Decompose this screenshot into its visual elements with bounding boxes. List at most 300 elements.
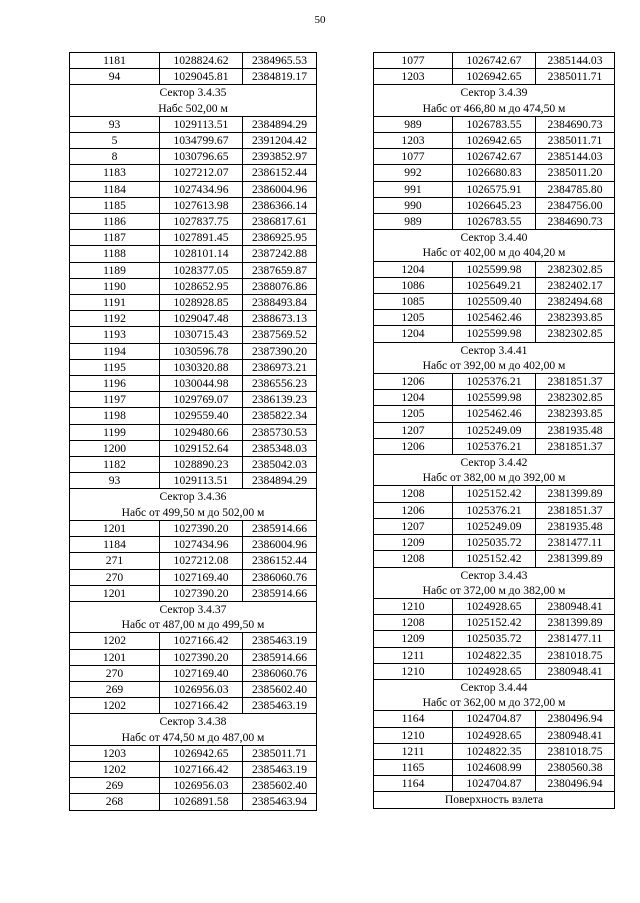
y-coordinate-cell: 2382402.17: [536, 277, 615, 293]
x-coordinate-cell: 1029113.51: [160, 116, 243, 132]
coordinate-row: [374, 615, 615, 631]
y-coordinate-cell: 2386973.21: [243, 359, 317, 375]
point-number-cell: 1193: [70, 327, 160, 343]
y-coordinate-cell: 2384690.73: [536, 116, 615, 132]
y-coordinate-cell: 2386004.96: [243, 537, 317, 553]
point-number-cell: 1202: [70, 633, 160, 649]
coordinate-row: [70, 585, 317, 601]
sector-height-range: Набс от 487,00 м до 499,50 м: [70, 617, 317, 633]
coordinate-row: [70, 149, 317, 165]
y-coordinate-cell: 2381399.89: [536, 486, 615, 502]
coordinate-row: [374, 743, 615, 759]
coordinate-row: [374, 535, 615, 551]
coordinate-row: [70, 553, 317, 569]
x-coordinate-cell: 1034799.67: [160, 133, 243, 149]
sector-height-row: [374, 101, 615, 117]
y-coordinate-cell: 2385463.19: [243, 698, 317, 714]
point-number-cell: 1203: [374, 133, 453, 149]
coordinate-row: [70, 53, 317, 69]
left-coordinates-table: [69, 52, 317, 811]
y-coordinate-cell: 2385463.19: [243, 761, 317, 777]
x-coordinate-cell: 1026942.65: [453, 133, 536, 149]
right-table-body: [374, 53, 615, 809]
point-number-cell: 1165: [374, 759, 453, 775]
x-coordinate-cell: 1027434.96: [160, 537, 243, 553]
coordinate-row: [70, 457, 317, 473]
x-coordinate-cell: 1025462.46: [453, 406, 536, 422]
point-number-cell: 1181: [70, 53, 160, 69]
x-coordinate-cell: 1025376.21: [453, 374, 536, 390]
sector-title-row: [374, 455, 615, 471]
point-number-cell: 269: [70, 778, 160, 794]
coordinate-row: [70, 633, 317, 649]
point-number-cell: 93: [70, 473, 160, 489]
coordinate-row: [70, 408, 317, 424]
point-number-cell: 1199: [70, 424, 160, 440]
y-coordinate-cell: 2380948.41: [536, 727, 615, 743]
y-coordinate-cell: 2381851.37: [536, 438, 615, 454]
point-number-cell: 1201: [70, 520, 160, 536]
point-number-cell: 1190: [70, 278, 160, 294]
y-coordinate-cell: 2384894.29: [243, 116, 317, 132]
point-number-cell: 1207: [374, 422, 453, 438]
sector-height-range: Набс от 382,00 м до 392,00 м: [374, 470, 615, 486]
y-coordinate-cell: 2384690.73: [536, 214, 615, 230]
coordinate-row: [374, 310, 615, 326]
point-number-cell: 1188: [70, 246, 160, 262]
coordinate-row: [70, 569, 317, 585]
coordinate-row: [374, 647, 615, 663]
right-coordinates-table: [373, 52, 615, 809]
point-number-cell: 1205: [374, 310, 453, 326]
coordinate-row: [70, 520, 317, 536]
x-coordinate-cell: 1024822.35: [453, 647, 536, 663]
point-number-cell: 989: [374, 116, 453, 132]
sector-title-row: [374, 230, 615, 246]
point-number-cell: 1207: [374, 518, 453, 534]
y-coordinate-cell: 2382494.68: [536, 294, 615, 310]
y-coordinate-cell: 2387659.87: [243, 262, 317, 278]
y-coordinate-cell: 2381935.48: [536, 422, 615, 438]
point-number-cell: 270: [70, 665, 160, 681]
coordinate-row: [70, 473, 317, 489]
x-coordinate-cell: 1027613.98: [160, 197, 243, 213]
point-number-cell: 1086: [374, 277, 453, 293]
point-number-cell: 1209: [374, 535, 453, 551]
sector-title-row: [374, 342, 615, 358]
x-coordinate-cell: 1025509.40: [453, 294, 536, 310]
point-number-cell: 269: [70, 681, 160, 697]
coordinate-row: [374, 711, 615, 727]
point-number-cell: 93: [70, 116, 160, 132]
section-heading: Поверхность взлета: [374, 792, 615, 808]
y-coordinate-cell: 2380496.94: [536, 776, 615, 792]
coordinate-row: [70, 343, 317, 359]
point-number-cell: 990: [374, 197, 453, 213]
coordinate-row: [70, 181, 317, 197]
y-coordinate-cell: 2387569.52: [243, 327, 317, 343]
x-coordinate-cell: 1024928.65: [453, 663, 536, 679]
y-coordinate-cell: 2382302.85: [536, 326, 615, 342]
point-number-cell: 270: [70, 569, 160, 585]
y-coordinate-cell: 2386817.61: [243, 214, 317, 230]
y-coordinate-cell: 2385042.03: [243, 457, 317, 473]
x-coordinate-cell: 1030596.78: [160, 343, 243, 359]
x-coordinate-cell: 1029480.66: [160, 424, 243, 440]
coordinate-row: [70, 165, 317, 181]
y-coordinate-cell: 2385144.03: [536, 149, 615, 165]
y-coordinate-cell: 2388493.84: [243, 295, 317, 311]
x-coordinate-cell: 1025152.42: [453, 615, 536, 631]
y-coordinate-cell: 2385602.40: [243, 778, 317, 794]
y-coordinate-cell: 2382393.85: [536, 310, 615, 326]
y-coordinate-cell: 2386060.76: [243, 569, 317, 585]
sector-title-row: [374, 567, 615, 583]
sector-title-row: [374, 679, 615, 695]
x-coordinate-cell: 1025376.21: [453, 502, 536, 518]
x-coordinate-cell: 1026956.03: [160, 778, 243, 794]
coordinate-row: [70, 116, 317, 132]
point-number-cell: 1208: [374, 551, 453, 567]
x-coordinate-cell: 1027169.40: [160, 569, 243, 585]
point-number-cell: 1182: [70, 457, 160, 473]
x-coordinate-cell: 1026891.58: [160, 794, 243, 810]
point-number-cell: 1195: [70, 359, 160, 375]
x-coordinate-cell: 1027169.40: [160, 665, 243, 681]
y-coordinate-cell: 2391204.42: [243, 133, 317, 149]
x-coordinate-cell: 1027166.42: [160, 761, 243, 777]
x-coordinate-cell: 1027891.45: [160, 230, 243, 246]
coordinate-row: [374, 663, 615, 679]
y-coordinate-cell: 2381477.11: [536, 535, 615, 551]
sector-height-range: Набс от 402,00 м до 404,20 м: [374, 245, 615, 261]
coordinate-row: [70, 246, 317, 262]
coordinate-row: [70, 311, 317, 327]
x-coordinate-cell: 1026783.55: [453, 116, 536, 132]
x-coordinate-cell: 1029047.48: [160, 311, 243, 327]
sector-height-row: [374, 695, 615, 711]
coordinate-row: [374, 294, 615, 310]
x-coordinate-cell: 1030044.98: [160, 376, 243, 392]
point-number-cell: 1208: [374, 615, 453, 631]
sector-height-row: [70, 730, 317, 746]
x-coordinate-cell: 1025599.98: [453, 390, 536, 406]
y-coordinate-cell: 2384894.29: [243, 473, 317, 489]
point-number-cell: 1164: [374, 711, 453, 727]
coordinate-row: [374, 165, 615, 181]
point-number-cell: 1208: [374, 486, 453, 502]
sector-title-row: [374, 85, 615, 101]
y-coordinate-cell: 2393852.97: [243, 149, 317, 165]
page-number: 50: [314, 14, 326, 26]
y-coordinate-cell: 2385914.66: [243, 585, 317, 601]
coordinate-row: [374, 326, 615, 342]
point-number-cell: 94: [70, 69, 160, 85]
y-coordinate-cell: 2385011.71: [243, 745, 317, 761]
point-number-cell: 1187: [70, 230, 160, 246]
section-heading-row: [374, 792, 615, 808]
x-coordinate-cell: 1024608.99: [453, 759, 536, 775]
sector-title: Сектор 3.4.36: [70, 489, 317, 505]
x-coordinate-cell: 1027434.96: [160, 181, 243, 197]
x-coordinate-cell: 1025649.21: [453, 277, 536, 293]
y-coordinate-cell: 2388673.13: [243, 311, 317, 327]
y-coordinate-cell: 2385144.03: [536, 53, 615, 69]
coordinate-row: [70, 649, 317, 665]
coordinate-row: [70, 262, 317, 278]
y-coordinate-cell: 2385463.94: [243, 794, 317, 810]
sector-height-range: Набс от 392,00 м до 402,00 м: [374, 358, 615, 374]
x-coordinate-cell: 1025152.42: [453, 551, 536, 567]
sector-title: Сектор 3.4.38: [70, 714, 317, 730]
x-coordinate-cell: 1029113.51: [160, 473, 243, 489]
y-coordinate-cell: 2384819.17: [243, 69, 317, 85]
x-coordinate-cell: 1025599.98: [453, 326, 536, 342]
sector-height-row: [374, 245, 615, 261]
sector-title-row: [70, 85, 317, 101]
x-coordinate-cell: 1028101.14: [160, 246, 243, 262]
y-coordinate-cell: 2381851.37: [536, 374, 615, 390]
y-coordinate-cell: 2382302.85: [536, 390, 615, 406]
x-coordinate-cell: 1029045.81: [160, 69, 243, 85]
sector-title-row: [70, 489, 317, 505]
coordinate-row: [374, 502, 615, 518]
coordinate-row: [70, 537, 317, 553]
x-coordinate-cell: 1025599.98: [453, 261, 536, 277]
coordinate-row: [70, 133, 317, 149]
y-coordinate-cell: 2382393.85: [536, 406, 615, 422]
point-number-cell: 1194: [70, 343, 160, 359]
y-coordinate-cell: 2382302.85: [536, 261, 615, 277]
coordinate-row: [70, 327, 317, 343]
sector-title-row: [70, 601, 317, 617]
coordinate-row: [374, 116, 615, 132]
x-coordinate-cell: 1026742.67: [453, 53, 536, 69]
point-number-cell: 992: [374, 165, 453, 181]
coordinate-row: [70, 295, 317, 311]
x-coordinate-cell: 1028928.85: [160, 295, 243, 311]
coordinate-row: [70, 214, 317, 230]
coordinate-row: [70, 376, 317, 392]
x-coordinate-cell: 1030715.43: [160, 327, 243, 343]
point-number-cell: 1164: [374, 776, 453, 792]
x-coordinate-cell: 1026783.55: [453, 214, 536, 230]
coordinate-row: [70, 665, 317, 681]
x-coordinate-cell: 1027212.07: [160, 165, 243, 181]
y-coordinate-cell: 2380948.41: [536, 598, 615, 614]
coordinate-row: [374, 197, 615, 213]
point-number-cell: 1077: [374, 149, 453, 165]
y-coordinate-cell: 2381399.89: [536, 615, 615, 631]
point-number-cell: 1185: [70, 197, 160, 213]
x-coordinate-cell: 1028377.05: [160, 262, 243, 278]
coordinate-row: [70, 424, 317, 440]
point-number-cell: 1211: [374, 743, 453, 759]
x-coordinate-cell: 1027166.42: [160, 633, 243, 649]
y-coordinate-cell: 2385730.53: [243, 424, 317, 440]
point-number-cell: 1184: [70, 181, 160, 197]
point-number-cell: 1198: [70, 408, 160, 424]
sector-title: Сектор 3.4.39: [374, 85, 615, 101]
coordinate-row: [374, 438, 615, 454]
x-coordinate-cell: 1028824.62: [160, 53, 243, 69]
point-number-cell: 1191: [70, 295, 160, 311]
point-number-cell: 1210: [374, 663, 453, 679]
y-coordinate-cell: 2388076.86: [243, 278, 317, 294]
coordinate-row: [374, 598, 615, 614]
y-coordinate-cell: 2387390.20: [243, 343, 317, 359]
coordinate-row: [374, 149, 615, 165]
x-coordinate-cell: 1029152.64: [160, 440, 243, 456]
coordinate-row: [374, 214, 615, 230]
point-number-cell: 1206: [374, 502, 453, 518]
sector-height-range: Набс от 474,50 м до 487,00 м: [70, 730, 317, 746]
coordinate-row: [70, 681, 317, 697]
sector-title: Сектор 3.4.40: [374, 230, 615, 246]
x-coordinate-cell: 1029559.40: [160, 408, 243, 424]
y-coordinate-cell: 2381018.75: [536, 647, 615, 663]
sector-title: Сектор 3.4.35: [70, 85, 317, 101]
sector-title: Сектор 3.4.43: [374, 567, 615, 583]
x-coordinate-cell: 1024928.65: [453, 598, 536, 614]
coordinate-row: [374, 406, 615, 422]
y-coordinate-cell: 2384965.53: [243, 53, 317, 69]
point-number-cell: 1202: [70, 761, 160, 777]
sector-title-row: [70, 714, 317, 730]
point-number-cell: 1201: [70, 585, 160, 601]
point-number-cell: 1203: [70, 745, 160, 761]
coordinate-row: [374, 390, 615, 406]
coordinate-row: [70, 197, 317, 213]
point-number-cell: 1183: [70, 165, 160, 181]
x-coordinate-cell: 1027390.20: [160, 585, 243, 601]
y-coordinate-cell: 2385914.66: [243, 649, 317, 665]
coordinate-row: [70, 69, 317, 85]
sector-height-row: [70, 505, 317, 521]
x-coordinate-cell: 1027390.20: [160, 520, 243, 536]
point-number-cell: 1210: [374, 598, 453, 614]
point-number-cell: 1085: [374, 294, 453, 310]
x-coordinate-cell: 1025376.21: [453, 438, 536, 454]
sector-height-row: [374, 470, 615, 486]
coordinate-row: [374, 374, 615, 390]
y-coordinate-cell: 2385348.03: [243, 440, 317, 456]
coordinate-row: [70, 440, 317, 456]
x-coordinate-cell: 1030320.88: [160, 359, 243, 375]
point-number-cell: 1197: [70, 392, 160, 408]
point-number-cell: 1184: [70, 537, 160, 553]
point-number-cell: 1205: [374, 406, 453, 422]
point-number-cell: 1206: [374, 438, 453, 454]
y-coordinate-cell: 2385602.40: [243, 681, 317, 697]
point-number-cell: 1210: [374, 727, 453, 743]
y-coordinate-cell: 2380560.38: [536, 759, 615, 775]
coordinate-row: [374, 759, 615, 775]
sector-title: Сектор 3.4.37: [70, 601, 317, 617]
coordinate-row: [374, 631, 615, 647]
coordinate-row: [70, 698, 317, 714]
x-coordinate-cell: 1027166.42: [160, 698, 243, 714]
coordinate-row: [374, 551, 615, 567]
x-coordinate-cell: 1028890.23: [160, 457, 243, 473]
sector-title: Сектор 3.4.44: [374, 679, 615, 695]
y-coordinate-cell: 2381399.89: [536, 551, 615, 567]
sector-height-range: Набс от 372,00 м до 382,00 м: [374, 583, 615, 599]
x-coordinate-cell: 1025462.46: [453, 310, 536, 326]
x-coordinate-cell: 1025035.72: [453, 535, 536, 551]
point-number-cell: 1196: [70, 376, 160, 392]
y-coordinate-cell: 2385011.71: [536, 69, 615, 85]
sector-height-range: Набс от 499,50 м до 502,00 м: [70, 505, 317, 521]
coordinate-row: [70, 761, 317, 777]
point-number-cell: 271: [70, 553, 160, 569]
coordinate-row: [374, 776, 615, 792]
y-coordinate-cell: 2381018.75: [536, 743, 615, 759]
point-number-cell: 1211: [374, 647, 453, 663]
coordinate-row: [70, 392, 317, 408]
point-number-cell: 1192: [70, 311, 160, 327]
y-coordinate-cell: 2385011.71: [536, 133, 615, 149]
coordinate-row: [70, 745, 317, 761]
x-coordinate-cell: 1027837.75: [160, 214, 243, 230]
x-coordinate-cell: 1030796.65: [160, 149, 243, 165]
point-number-cell: 1201: [70, 649, 160, 665]
x-coordinate-cell: 1026956.03: [160, 681, 243, 697]
y-coordinate-cell: 2381851.37: [536, 502, 615, 518]
coordinate-row: [374, 53, 615, 69]
x-coordinate-cell: 1026942.65: [453, 69, 536, 85]
point-number-cell: 989: [374, 214, 453, 230]
y-coordinate-cell: 2386152.44: [243, 165, 317, 181]
y-coordinate-cell: 2385914.66: [243, 520, 317, 536]
x-coordinate-cell: 1025152.42: [453, 486, 536, 502]
coordinate-row: [374, 486, 615, 502]
x-coordinate-cell: 1026742.67: [453, 149, 536, 165]
point-number-cell: 1202: [70, 698, 160, 714]
sector-height-range: Набс от 362,00 м до 372,00 м: [374, 695, 615, 711]
y-coordinate-cell: 2380948.41: [536, 663, 615, 679]
y-coordinate-cell: 2386139.23: [243, 392, 317, 408]
x-coordinate-cell: 1025249.09: [453, 518, 536, 534]
point-number-cell: 268: [70, 794, 160, 810]
point-number-cell: 5: [70, 133, 160, 149]
coordinate-row: [374, 261, 615, 277]
coordinate-row: [374, 277, 615, 293]
coordinate-row: [70, 278, 317, 294]
x-coordinate-cell: 1024822.35: [453, 743, 536, 759]
point-number-cell: 1189: [70, 262, 160, 278]
sector-height-range: Набс 502,00 м: [70, 101, 317, 117]
y-coordinate-cell: 2386060.76: [243, 665, 317, 681]
sector-title: Сектор 3.4.41: [374, 342, 615, 358]
x-coordinate-cell: 1026575.91: [453, 181, 536, 197]
x-coordinate-cell: 1026680.83: [453, 165, 536, 181]
x-coordinate-cell: 1024704.87: [453, 776, 536, 792]
x-coordinate-cell: 1024928.65: [453, 727, 536, 743]
point-number-cell: 1204: [374, 390, 453, 406]
y-coordinate-cell: 2385011.20: [536, 165, 615, 181]
point-number-cell: 1203: [374, 69, 453, 85]
coordinate-row: [374, 727, 615, 743]
sector-height-row: [70, 617, 317, 633]
coordinate-row: [374, 422, 615, 438]
coordinate-row: [70, 230, 317, 246]
x-coordinate-cell: 1027390.20: [160, 649, 243, 665]
point-number-cell: 1077: [374, 53, 453, 69]
coordinate-row: [374, 133, 615, 149]
point-number-cell: 1204: [374, 261, 453, 277]
y-coordinate-cell: 2385463.19: [243, 633, 317, 649]
